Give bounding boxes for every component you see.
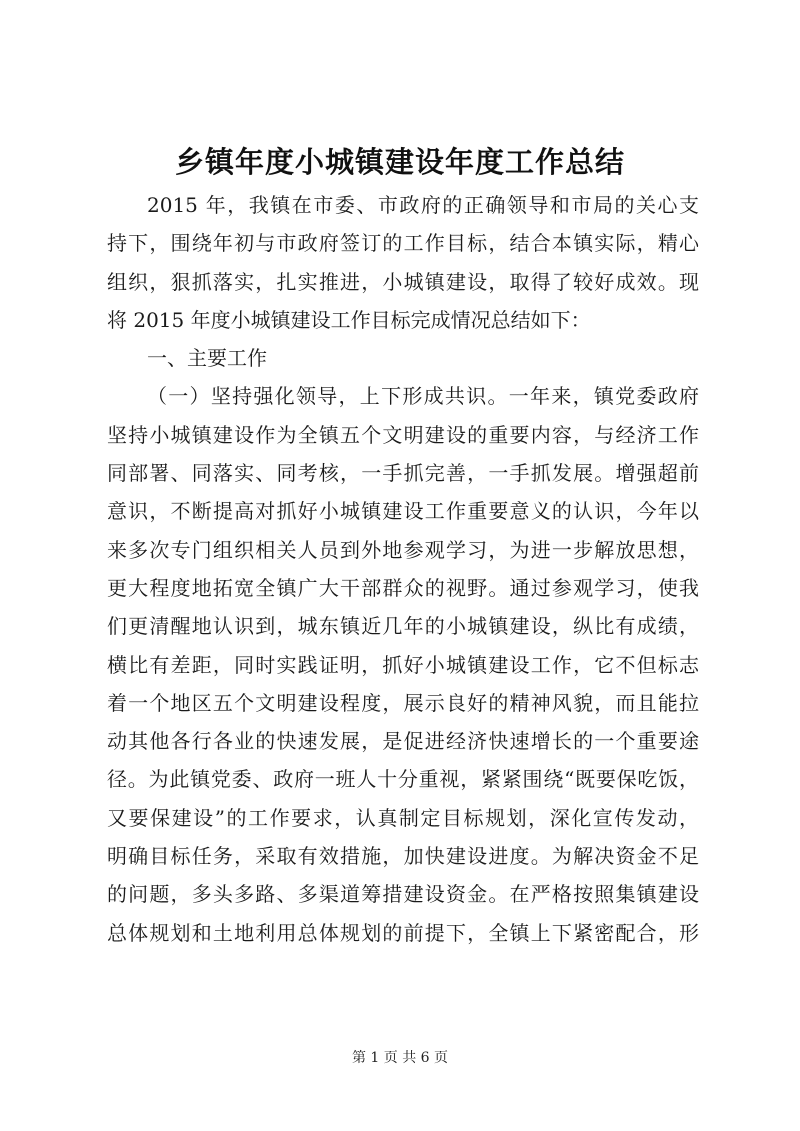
paragraph-line: 来多次专门组织相关人员到外地参观学习，为进一步解放思想，	[107, 537, 699, 562]
paragraph-line: 坚持小城镇建设作为全镇五个文明建设的重要内容，与经济工作	[107, 422, 699, 447]
paragraph-line: 的问题，多头多路、多渠道筹措建设资金。在严格按照集镇建设	[107, 882, 699, 907]
section-heading: 一、主要工作	[147, 346, 267, 371]
paragraph-line: （一）坚持强化领导，上下形成共识。一年来，镇党委政府	[147, 384, 699, 409]
paragraph-line: 2015 年，我镇在市委、市政府的正确领导和市局的关心支	[147, 193, 699, 217]
paragraph-line: 组织，狠抓落实，扎实推进，小城镇建设，取得了较好成效。现	[107, 269, 699, 294]
paragraph-line: 又要保建设”的工作要求，认真制定目标规划，深化宣传发动，	[107, 805, 699, 830]
paragraph-line: 径。为此镇党委、政府一班人十分重视，紧紧围绕“既要保吃饭，	[107, 767, 699, 792]
document-title: 乡镇年度小城镇建设年度工作总结	[174, 145, 625, 179]
paragraph-line: 将 2015 年度小城镇建设工作目标完成情况总结如下：	[107, 307, 591, 332]
paragraph-line: 总体规划和土地利用总体规划的前提下，全镇上下紧密配合，形	[107, 920, 699, 945]
paragraph-line: 们更清醒地认识到，城东镇近几年的小城镇建设，纵比有成绩，	[107, 614, 699, 639]
paragraph-line: 持下，围绕年初与市政府签订的工作目标，结合本镇实际，精心	[107, 231, 699, 256]
paragraph-line: 动其他各行各业的快速发展，是促进经济快速增长的一个重要途	[107, 729, 699, 754]
paragraph-line: 更大程度地拓宽全镇广大干部群众的视野。通过参观学习，使我	[107, 575, 699, 600]
page-number-footer: 第 1 页 共 6 页	[351, 1050, 449, 1066]
paragraph-line: 着一个地区五个文明建设程度，展示良好的精神风貌，而且能拉	[107, 690, 699, 715]
paragraph-line: 横比有差距，同时实践证明，抓好小城镇建设工作，它不但标志	[107, 652, 699, 677]
paragraph-line: 意识，不断提高对抓好小城镇建设工作重要意义的认识，今年以	[107, 499, 699, 524]
paragraph-line: 同部署、同落实、同考核，一手抓完善，一手抓发展。增强超前	[107, 461, 699, 486]
document-body	[107, 186, 699, 952]
paragraph-line: 明确目标任务，采取有效措施，加快建设进度。为解决资金不足	[107, 844, 699, 869]
